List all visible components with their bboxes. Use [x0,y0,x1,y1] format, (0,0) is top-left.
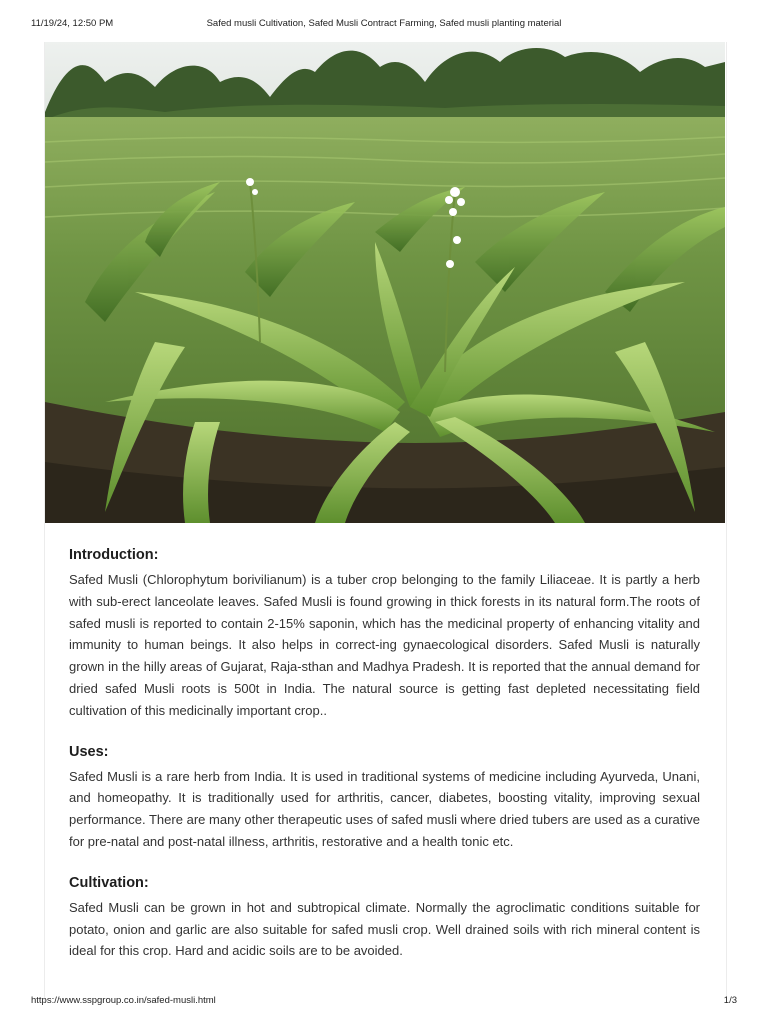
print-header [0,0,768,44]
section-uses [69,742,700,853]
section-heading: Uses: [69,743,109,760]
section-introduction [69,545,700,722]
print-datetime: 11/19/24, 12:50 PM [31,18,114,29]
section-paragraph: Safed Musli (Chlorophytum borivilianum) is a tuber crop belonging to the family Liliaceae. It is partly a herb with sub-erect lanceolate leaves. Safed Musli is found growing in thick forests in its natural form.The roots of safed musli is reported to contain 2-15% saponin, which has the medicinal property of enhancing vitality and immunity to human beings. It also helps in correct-ing gynaecological disorders. Safed Musli is naturally grown in the hilly areas of Gujarat, Raja-sthan and Madhya Pradesh. It is reported that the annual demand for dried safed Musli roots is 500t in India. The natural source is getting fast depleted necessitating field cultivation of this medicinally important crop.. [69,572,700,718]
section-heading: Introduction: [69,547,159,563]
print-page-title: Safed musli Cultivation, Safed Musli Contract Farming, Safed musli planting material [206,18,562,29]
section-paragraph: Safed Musli can be grown in hot and subtropical climate. Normally the agroclimatic conditions suitable for potato, onion and garlic are also suitable for safed musli crop. Well drained soils with rich mineral content is ideal for this crop. Hard and acidic soils are to be avoided. [69,899,700,959]
article-body [69,545,700,982]
print-page-number: 1/3 [723,995,737,1006]
safed-musli-field-photo [45,42,725,523]
section-paragraph: Safed Musli is a rare herb from India. It is used in traditional systems of medicine including Ayurveda, Unani, and homeopathy. It is traditionally used for arthritis, cancer, diabetes, boosting vitality, improving sexual performance. There are many other therapeutic uses of safed musli where dried tubers are used as a curative for pre-natal and post-natal illness, arthritis, restorative and a health tonic etc. [69,768,700,849]
section-cultivation [69,873,700,962]
print-url[interactable]: https://www.sspgroup.co.in/safed-musli.html [31,995,216,1006]
section-heading: Cultivation: [69,874,149,891]
